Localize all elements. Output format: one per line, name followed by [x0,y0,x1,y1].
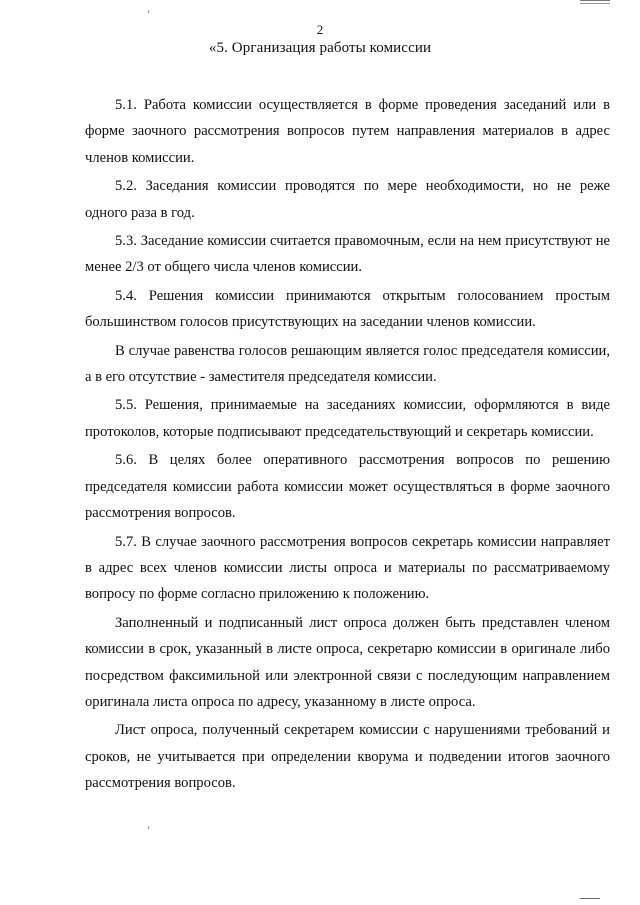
paragraph-5-1: 5.1. Работа комиссии осуществляется в форме проведения заседаний или в форме заочного рассмотрения вопросов путем направления материалов в адрес членов комиссии. [85,97,610,166]
paragraph-5-3: 5.3. Заседание комиссии считается правомочным, если на нем присутствуют не менее 2/3 от общего числа членов комиссии. [85,233,610,276]
scan-speck [148,826,149,829]
paragraph-5-5: 5.5. Решения, принимаемые на заседаниях комиссии, оформляются в виде протоколов, которые подписывают председательствующий и секретарь комиссии. [85,397,610,440]
page-number: 2 [316,22,324,37]
paragraph-5-4: 5.4. Решения комиссии принимаются открытым голосованием простым большинством голосов присутствующих на заседании членов комиссии. [85,287,610,331]
paragraph-5-2: 5.2. Заседания комиссии проводятся по мере необходимости, но не реже одного раза в год. [85,178,610,221]
section-title: «5. Организация работы комиссии [208,40,432,56]
scan-speck [148,10,149,13]
paragraph-sheet-violations: Лист опроса, полученный секретарем комиссии с нарушениями требований и сроков, не учитывается при определении кворума и подведении итогов заочного рассмотрения вопросов. [85,722,610,792]
paragraph-tie-vote: В случае равенства голосов решающим является голос председателя комиссии, а в его отсутствие - заместителя председателя комиссии. [85,342,610,386]
body-text [85,92,610,799]
paragraph-5-7: 5.7. В случае заочного рассмотрения вопросов секретарь комиссии направляет в адрес всех членов комиссии листы опроса и материалы по рассматриваемому вопросу по форме согласно приложению к положению. [85,533,610,603]
paragraph-filled-sheet: Заполненный и подписанный лист опроса должен быть представлен членом комиссии в срок, указанный в листе опроса, секретарю комиссии в оригинале либо посредством факсимильной или электронной связи с последующим направлением оригинала листа опроса по адресу, указанному в листе опроса. [85,614,610,710]
scan-edge-mark [580,898,600,899]
paragraph-5-6: 5.6. В целях более оперативного рассмотрения вопросов по решению председателя комиссии работа комиссии может осуществляться в форме заочного рассмотрения вопросов. [85,452,610,522]
scan-edge-mark [580,0,610,4]
